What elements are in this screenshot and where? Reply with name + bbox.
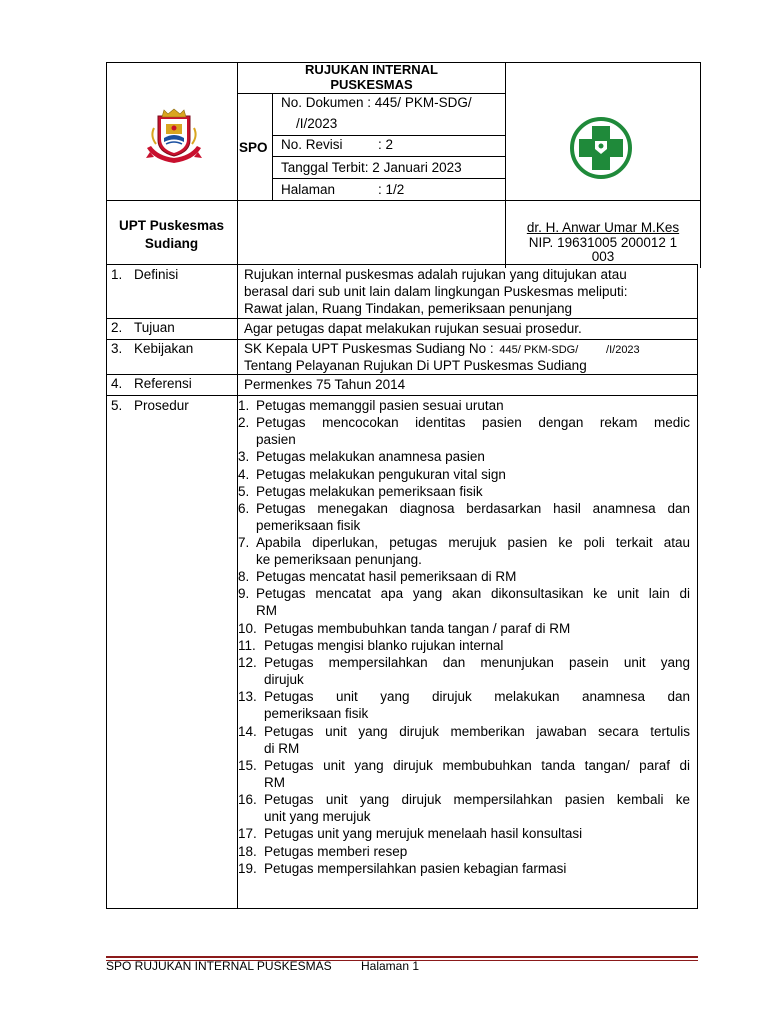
document-title-line1: RUJUKAN INTERNAL (305, 62, 438, 77)
prosedur-step (238, 620, 690, 637)
prosedur-step (238, 723, 690, 757)
step-text: Petugas mengisi blanko rujukan internal (264, 637, 504, 653)
step-text-continued: unit yang merujuk (264, 809, 371, 825)
kebijakan-doc-year: /I/2023 (606, 344, 640, 356)
section-label-referensi: Referensi (134, 376, 192, 391)
unit-name-line1: UPT Puskesmas (118, 218, 225, 233)
step-text: Petugas memberi resep (264, 843, 408, 859)
step-text: Petugas unit yang dirujuk membubuhkan tanda tangan/ paraf di (264, 757, 690, 773)
step-number: 8. (238, 569, 250, 585)
no-dokumen: No. Dokumen : 445/ PKM-SDG/ (281, 95, 472, 110)
signatory-nip-line2: 003 (591, 249, 615, 264)
kebijakan-text-line2: Tentang Pelayanan Rujukan Di UPT Puskesmas Sudiang (244, 358, 587, 373)
prosedur-step (238, 843, 690, 860)
step-text: Petugas unit yang merujuk menelaah hasil konsultasi (264, 826, 583, 842)
footer-title: SPO RUJUKAN INTERNAL PUSKESMAS (106, 959, 332, 973)
step-text: Petugas unit yang dirujuk mempersilahkan pasien kembali ke (264, 792, 690, 808)
section-number-kebijakan: 3. (111, 341, 123, 356)
unit-name-line2: Sudiang (144, 236, 199, 251)
signatory-name: dr. H. Anwar Umar M.Kes (526, 220, 680, 235)
prosedur-step (238, 791, 690, 825)
prosedur-step (238, 397, 690, 414)
step-number: 9. (238, 586, 250, 602)
spo-label: SPO (239, 140, 268, 155)
prosedur-step (238, 585, 690, 619)
step-text: Petugas unit yang dirujuk melakukan anamnesa dan (264, 689, 690, 705)
step-text-continued: pemeriksaan fisik (256, 517, 361, 533)
section-label-prosedur: Prosedur (134, 398, 189, 413)
city-crest-icon (144, 108, 204, 166)
tanggal-terbit: Tanggal Terbit: 2 Januari 2023 (281, 160, 462, 175)
prosedur-step (238, 466, 690, 483)
step-text: Petugas melakukan pemeriksaan fisik (256, 483, 483, 499)
definisi-text-line2: berasal dari sub unit lain dalam lingkungan Puskesmas meliputi: (244, 284, 628, 299)
step-text: Petugas mempersilahkan pasien kebagian farmasi (264, 860, 567, 876)
step-text: Petugas mencocokan identitas pasien dengan rekam medic (256, 415, 690, 431)
step-number: 2. (238, 415, 250, 431)
step-text-continued: di RM (264, 740, 300, 756)
step-number: 16. (238, 792, 257, 808)
step-text: Petugas memanggil pasien sesuai urutan (256, 398, 504, 413)
step-number: 1. (238, 398, 250, 413)
step-number: 13. (238, 689, 257, 705)
prosedur-step (238, 654, 690, 688)
step-number: 4. (238, 466, 250, 482)
step-text-continued: RM (256, 603, 277, 619)
kebijakan-sk: SK Kepala UPT Puskesmas Sudiang No : (244, 341, 494, 356)
step-text-continued: pemeriksaan fisik (264, 706, 369, 722)
no-revisi-label: No. Revisi (281, 137, 343, 152)
prosedur-step (238, 825, 690, 842)
prosedur-step (238, 860, 690, 877)
step-number: 17. (238, 826, 257, 842)
section-number-tujuan: 2. (111, 320, 123, 335)
prosedur-step (238, 757, 690, 791)
prosedur-step (238, 637, 690, 654)
puskesmas-cross-icon (568, 116, 634, 180)
prosedur-step (238, 414, 690, 448)
step-number: 5. (238, 483, 250, 499)
signatory-nip: NIP. 19631005 200012 1 (528, 235, 678, 250)
section-label-definisi: Definisi (134, 267, 179, 282)
definisi-text-line3: Rawat jalan, Ruang Tindakan, pemeriksaan penunjang (244, 301, 572, 316)
prosedur-step (238, 483, 690, 500)
referensi-text: Permenkes 75 Tahun 2014 (244, 377, 406, 392)
step-number: 14. (238, 723, 257, 739)
section-number-referensi: 4. (111, 376, 123, 391)
step-text-continued: RM (264, 774, 285, 790)
section-number-definisi: 1. (111, 267, 123, 282)
step-text: Petugas menegakan diagnosa berdasarkan hasil anamnesa dan (256, 500, 690, 516)
tujuan-text: Agar petugas dapat melakukan rujukan sesuai prosedur. (244, 321, 582, 336)
step-number: 10. (238, 620, 257, 636)
section-number-prosedur: 5. (111, 398, 123, 413)
step-text: Petugas melakukan pengukuran vital sign (256, 466, 506, 482)
step-number: 19. (238, 860, 257, 876)
prosedur-step (238, 568, 690, 585)
prosedur-step (238, 500, 690, 534)
section-label-kebijakan: Kebijakan (134, 341, 194, 356)
step-number: 3. (238, 449, 250, 465)
footer-rule (106, 956, 698, 958)
step-text: Petugas mencatat apa yang akan dikonsultasikan ke unit lain di (256, 586, 690, 602)
step-number: 11. (238, 637, 256, 653)
step-number: 18. (238, 843, 257, 859)
step-number: 7. (238, 535, 250, 550)
prosedur-step (238, 534, 690, 568)
step-number: 12. (238, 654, 257, 670)
step-text: Petugas mencatat hasil pemeriksaan di RM (256, 569, 517, 585)
step-text: Petugas membubuhkan tanda tangan / paraf di RM (264, 620, 571, 636)
prosedur-step (238, 688, 690, 722)
step-text: Apabila diperlukan, petugas merujuk pasien ke poli terkait atau (256, 535, 690, 550)
step-number: 6. (238, 500, 250, 516)
section-label-tujuan: Tujuan (134, 320, 175, 335)
step-number: 15. (238, 757, 257, 773)
step-text-continued: pasien (256, 432, 296, 448)
prosedur-step (238, 448, 690, 465)
no-revisi-value: : 2 (378, 137, 394, 152)
step-text: Petugas unit yang dirujuk memberikan jawaban secara tertulis (264, 723, 690, 739)
step-text: Petugas melakukan anamnesa pasien (256, 449, 485, 465)
kebijakan-doc-number: 445/ PKM-SDG/ (499, 344, 579, 356)
definisi-text-line1: Rujukan internal puskesmas adalah rujukan yang ditujukan atau (244, 267, 627, 282)
step-text: Petugas mempersilahkan dan menunjukan pasein unit yang (264, 654, 690, 670)
step-text-continued: dirujuk (264, 671, 304, 687)
no-dokumen-line2: /I/2023 (296, 116, 338, 131)
halaman-label: Halaman (281, 182, 336, 197)
document-title-line2: PUSKESMAS (330, 77, 413, 92)
halaman-value: : 1/2 (378, 182, 405, 197)
footer-page: Halaman 1 (361, 959, 420, 973)
step-text-continued: ke pemeriksaan penunjang. (256, 552, 422, 567)
